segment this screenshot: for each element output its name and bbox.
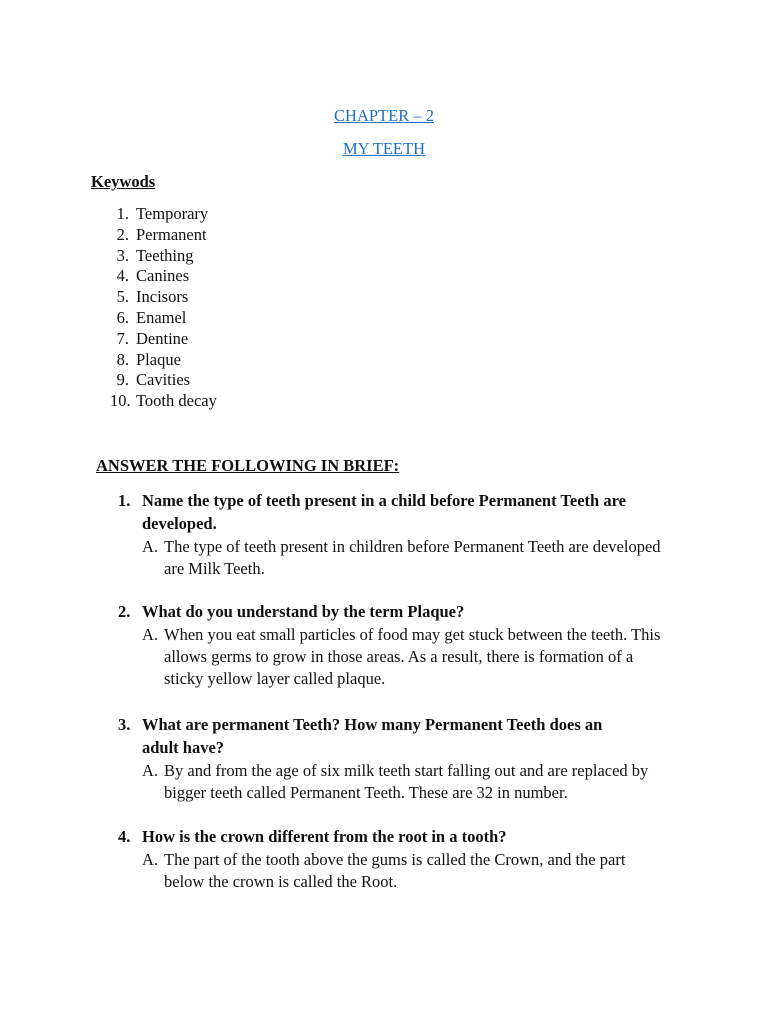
answer-label: A.	[142, 761, 159, 780]
chapter-heading: CHAPTER – 2	[334, 106, 434, 125]
keyword-text: Cavities	[136, 370, 191, 390]
answer-label: A.	[142, 537, 159, 556]
keywords-heading: Keywods	[91, 172, 156, 191]
keyword-text: Teething	[136, 245, 194, 265]
answer-text: By and from the age of six milk teeth start falling out and are replaced by bigger teeth called Permanent Teeth. These are 32 in number.	[164, 761, 649, 802]
keyword-number: 6.	[116, 307, 129, 327]
keyword-number: 5.	[116, 287, 129, 307]
keyword-number: 2.	[116, 224, 129, 244]
keyword-number: 9.	[116, 370, 129, 390]
section-heading: ANSWER THE FOLLOWING IN BRIEF:	[96, 456, 400, 475]
question-number: 2.	[118, 602, 131, 621]
answer-label: A.	[142, 625, 159, 644]
keyword-text: Permanent	[136, 224, 207, 244]
keyword-number: 7.	[116, 328, 129, 348]
question-number: 3.	[118, 715, 131, 734]
keyword-text: Canines	[136, 266, 190, 286]
keyword-text: Enamel	[136, 307, 187, 327]
question-number: 4.	[118, 827, 131, 846]
keyword-number: 8.	[116, 349, 129, 369]
answer-label: A.	[142, 850, 159, 869]
keyword-number: 3.	[116, 245, 129, 265]
keyword-text: Tooth decay	[136, 391, 217, 411]
keyword-number: 1.	[116, 204, 129, 223]
keyword-text: Incisors	[136, 287, 189, 307]
question-text: Name the type of teeth present in a child before Permanent Teeth are developed.	[142, 491, 626, 533]
page-title: MY TEETH	[342, 139, 426, 158]
question-text: How is the crown different from the root in a tooth?	[142, 827, 507, 846]
answer-text: The part of the tooth above the gums is called the Crown, and the part below the crown is called the Root.	[164, 850, 626, 891]
question-number: 1.	[118, 491, 131, 510]
question-text: What do you understand by the term Plaque?	[142, 602, 465, 621]
answer-text: When you eat small particles of food may get stuck between the teeth. This allows germs to grow in those areas. As a result, there is formation of a sticky yellow layer called plaque.	[164, 625, 661, 688]
keyword-number: 4.	[116, 266, 129, 286]
keyword-text: Dentine	[136, 328, 189, 348]
keyword-text: Plaque	[136, 349, 181, 369]
keyword-number: 10.	[110, 391, 131, 411]
question-text: What are permanent Teeth? How many Permanent Teeth does an adult have?	[142, 715, 603, 757]
answer-text: The type of teeth present in children before Permanent Teeth are developed are Milk Teeth.	[164, 537, 661, 578]
keyword-text: Temporary	[136, 204, 209, 223]
